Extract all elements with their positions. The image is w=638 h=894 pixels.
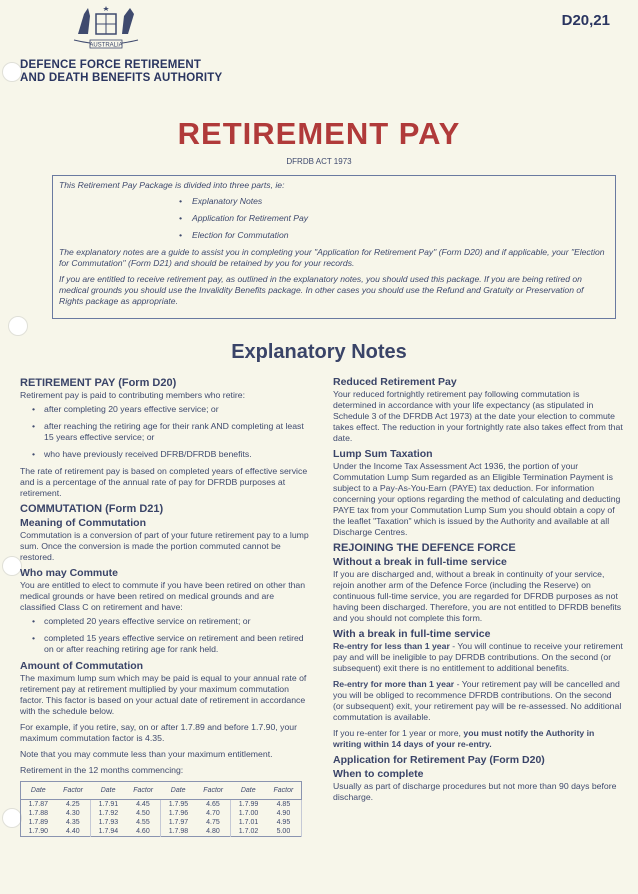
table-cell: 1.7.99 — [238, 801, 259, 808]
table-cell: 1.7.91 — [98, 801, 119, 808]
table-cell: 1.7.94 — [98, 828, 119, 835]
left-column — [20, 374, 310, 837]
reentry-less-text: - You will continue to receive your retirement pay and will be ineligible to pay DFRDB contributions. On the second (or subsequent) exit there is no entitlement to additional benefits. — [333, 641, 623, 673]
table-cell: 1.7.96 — [168, 810, 189, 817]
table-cell: 1.7.95 — [168, 801, 189, 808]
amount-of-commutation-heading: Amount of Commutation — [20, 660, 144, 672]
commutation-example-text: For example, if you retire, say, on or after 1.7.89 and before 1.7.90, your maximum commutation factor is 4.35. — [20, 722, 298, 743]
table-cell: 4.85 — [266, 800, 302, 810]
page-subtitle: DFRDB ACT 1973 — [286, 157, 352, 166]
table-header: Factor — [196, 782, 231, 800]
punch-hole — [8, 316, 28, 336]
table-header: Date — [21, 782, 56, 800]
rejoining-heading: REJOINING THE DEFENCE FORCE — [333, 542, 516, 554]
table-cell: 1.7.97 — [168, 819, 189, 826]
table-cell: 1.7.02 — [238, 828, 259, 835]
authority-line-2: AND DEATH BENEFITS AUTHORITY — [20, 72, 223, 84]
table-header: Date — [91, 782, 126, 800]
reentry-less-paragraph — [333, 641, 623, 674]
authority-name — [20, 59, 222, 85]
table-cell: 4.55 — [126, 818, 161, 827]
table-row — [21, 818, 302, 827]
table-header: Date — [161, 782, 196, 800]
table-cell: 1.7.90 — [28, 828, 49, 835]
meaning-of-commutation-heading: Meaning of Commutation — [20, 517, 146, 529]
package-part: • Application for Retirement Pay — [179, 213, 609, 224]
without-break-text: If you are discharged and, without a break in continuity of your service, rejoin another arm of the Defence Force (including the Reserve) on continuous full-time service, you are regarded for DFRDB purposes as not having been discharged. Therefore, you are not entitled to DFRDB benefits and you should not complete this form. — [333, 569, 622, 623]
table-cell: 4.90 — [266, 809, 302, 818]
table-cell: 4.95 — [266, 818, 302, 827]
authority-line-1: DEFENCE FORCE RETIREMENT — [20, 59, 202, 71]
table-cell: 4.70 — [196, 809, 231, 818]
table-cell: 1.7.89 — [28, 819, 49, 826]
table-row — [21, 827, 302, 837]
lump-sum-taxation-text: Under the Income Tax Assessment Act 1936, the portion of your Commutation Lump Sum regarded as an Eligible Termination Payment is subject to a Pay-As-You-Earn (PAYE) tax deduction. For information concerning your options regarding the method of calculating and deducting PAYE tax from your Commutation Lump Sum you should obtain a copy of the leaflet "Taxation" which is issued by the Authority and available at all Discharge Centres. — [333, 461, 621, 537]
table-cell: 1.7.98 — [168, 828, 189, 835]
commutation-heading: COMMUTATION (Form D21) — [20, 503, 164, 515]
who-may-commute-text: You are entitled to elect to commute if you have been retired on other than medical grounds or have been retired on medical grounds and are classified Class C on retirement and have: — [20, 580, 306, 612]
table-cell: 1.7.00 — [238, 810, 259, 817]
table-cell: 4.75 — [196, 818, 231, 827]
table-header: Factor — [266, 782, 302, 800]
commutation-factor-table — [20, 781, 302, 837]
factor-table-caption: Retirement in the 12 months commencing: — [20, 765, 184, 775]
meaning-of-commutation-text: Commutation is a conversion of part of your future retirement pay to a lump sum. Once the conversion is made the portion commuted cannot be restored. — [20, 530, 309, 562]
reentry-less-lead: Re-entry for less than 1 year — [333, 641, 450, 651]
punch-hole — [2, 62, 22, 82]
reentry-more-paragraph — [333, 679, 623, 723]
package-parts-list — [179, 196, 609, 241]
punch-hole — [2, 556, 22, 576]
retirement-pay-heading: RETIREMENT PAY (Form D20) — [20, 377, 177, 389]
reentry-more-text: - Your retirement pay will be cancelled and you will be obliged to recommence DFRDB contributions. On the second (or subsequent) exit, your retirement pay will be re-assessed. No additional commutation is available. — [333, 679, 622, 722]
with-break-heading: With a break in full-time service — [333, 628, 491, 640]
table-cell: 4.65 — [196, 800, 231, 810]
table-cell: 4.25 — [56, 800, 91, 810]
who-may-commute-heading: Who may Commute — [20, 567, 119, 579]
retirement-pay-rate-text: The rate of retirement pay is based on completed years of effective service and is a percentage of the annual rate of pay for DFRDB purposes at retirement. — [20, 466, 308, 498]
table-header: Factor — [126, 782, 161, 800]
list-item: • completed 20 years effective service on retirement; or — [32, 616, 310, 627]
table-cell: 1.7.93 — [98, 819, 119, 826]
amount-of-commutation-text: The maximum lump sum which may be paid is equal to your annual rate of retirement pay at retirement multiplied by your maximum commutation factor. This factor is based on your actual date of retirement in accordance with the schedule below. — [20, 673, 307, 716]
table-cell: 4.30 — [56, 809, 91, 818]
table-cell: 4.80 — [196, 827, 231, 837]
commutation-note-text: Note that you may commute less than your maximum entitlement. — [20, 749, 273, 759]
table-cell: 1.7.01 — [238, 819, 259, 826]
retirement-pay-conditions — [32, 404, 310, 460]
who-may-commute-conditions — [32, 616, 310, 655]
coat-of-arms-logo — [70, 4, 142, 56]
table-header: Factor — [56, 782, 91, 800]
when-to-complete-heading: When to complete — [333, 768, 424, 780]
table-cell: 1.7.88 — [28, 810, 49, 817]
table-cell: 4.45 — [126, 800, 161, 810]
list-item: • who have previously received DFRB/DFRDB benefits. — [32, 449, 310, 460]
table-cell: 4.40 — [56, 827, 91, 837]
application-heading: Application for Retirement Pay (Form D20) — [333, 754, 545, 766]
table-cell: 1.7.92 — [98, 810, 119, 817]
package-part: • Explanatory Notes — [179, 196, 609, 207]
reduced-retirement-pay-heading: Reduced Retirement Pay — [333, 376, 457, 388]
table-cell: 1.7.87 — [28, 801, 49, 808]
list-item: • after completing 20 years effective service; or — [32, 404, 310, 415]
notify-text: If you re-enter for 1 year or more, — [333, 728, 464, 738]
table-header-row — [21, 782, 302, 800]
intro-paragraph-2: If you are entitled to receive retirement pay, as outlined in the explanatory notes, you should used this package. If you are being retired on medical grounds you should use the Invalidity Benefits package. In other cases you should use the Refund and Gratuity or Preservation of Rights package as appropriate. — [59, 274, 584, 306]
table-cell: 4.35 — [56, 818, 91, 827]
intro-box — [52, 175, 616, 319]
intro-lead: This Retirement Pay Package is divided into three parts, ie: — [59, 180, 285, 190]
notify-paragraph — [333, 728, 623, 750]
explanatory-notes-heading: Explanatory Notes — [231, 341, 407, 363]
page-title: RETIREMENT PAY — [177, 116, 461, 151]
reentry-more-lead: Re-entry for more than 1 year — [333, 679, 455, 689]
notify-bold-text: you must notify the Authority in writing within 14 days of your re-entry. — [333, 728, 595, 749]
table-cell: 5.00 — [266, 827, 302, 837]
when-to-complete-text: Usually as part of discharge procedures but not more than 90 days before discharge. — [333, 781, 617, 802]
table-header: Date — [231, 782, 266, 800]
list-item: • completed 15 years effective service on retirement and been retired on or after reaching retiring age for rank held. — [32, 633, 310, 655]
retirement-pay-intro: Retirement pay is paid to contributing members who retire: — [20, 390, 246, 400]
reduced-retirement-pay-text: Your reduced fortnightly retirement pay following commutation is determined in accordance with your life expectancy (as stipulated in Schedule 3 of the DFRDB Act 1973) at the date your election to commute takes effect. The reduction in your fortnightly rate also takes effect from that date. — [333, 389, 623, 443]
table-cell: 4.50 — [126, 809, 161, 818]
intro-paragraph-1: The explanatory notes are a guide to assist you in completing your "Application for Retirement Pay" (Form D20) and if applicable, your "Election for Commutation" (Form D21) and should be retained by you for your records. — [59, 247, 605, 268]
lump-sum-taxation-heading: Lump Sum Taxation — [333, 448, 433, 460]
without-break-heading: Without a break in full-time service — [333, 556, 507, 568]
crest-label: AUSTRALIA — [89, 42, 123, 49]
table-cell: 4.60 — [126, 827, 161, 837]
right-column — [333, 374, 623, 808]
form-code: D20,21 — [561, 12, 610, 29]
list-item: • after reaching the retiring age for their rank AND completing at least 15 years effective service; or — [32, 421, 310, 443]
table-row — [21, 809, 302, 818]
package-part: • Election for Commutation — [179, 230, 609, 241]
punch-hole — [2, 808, 22, 828]
table-row — [21, 800, 302, 810]
